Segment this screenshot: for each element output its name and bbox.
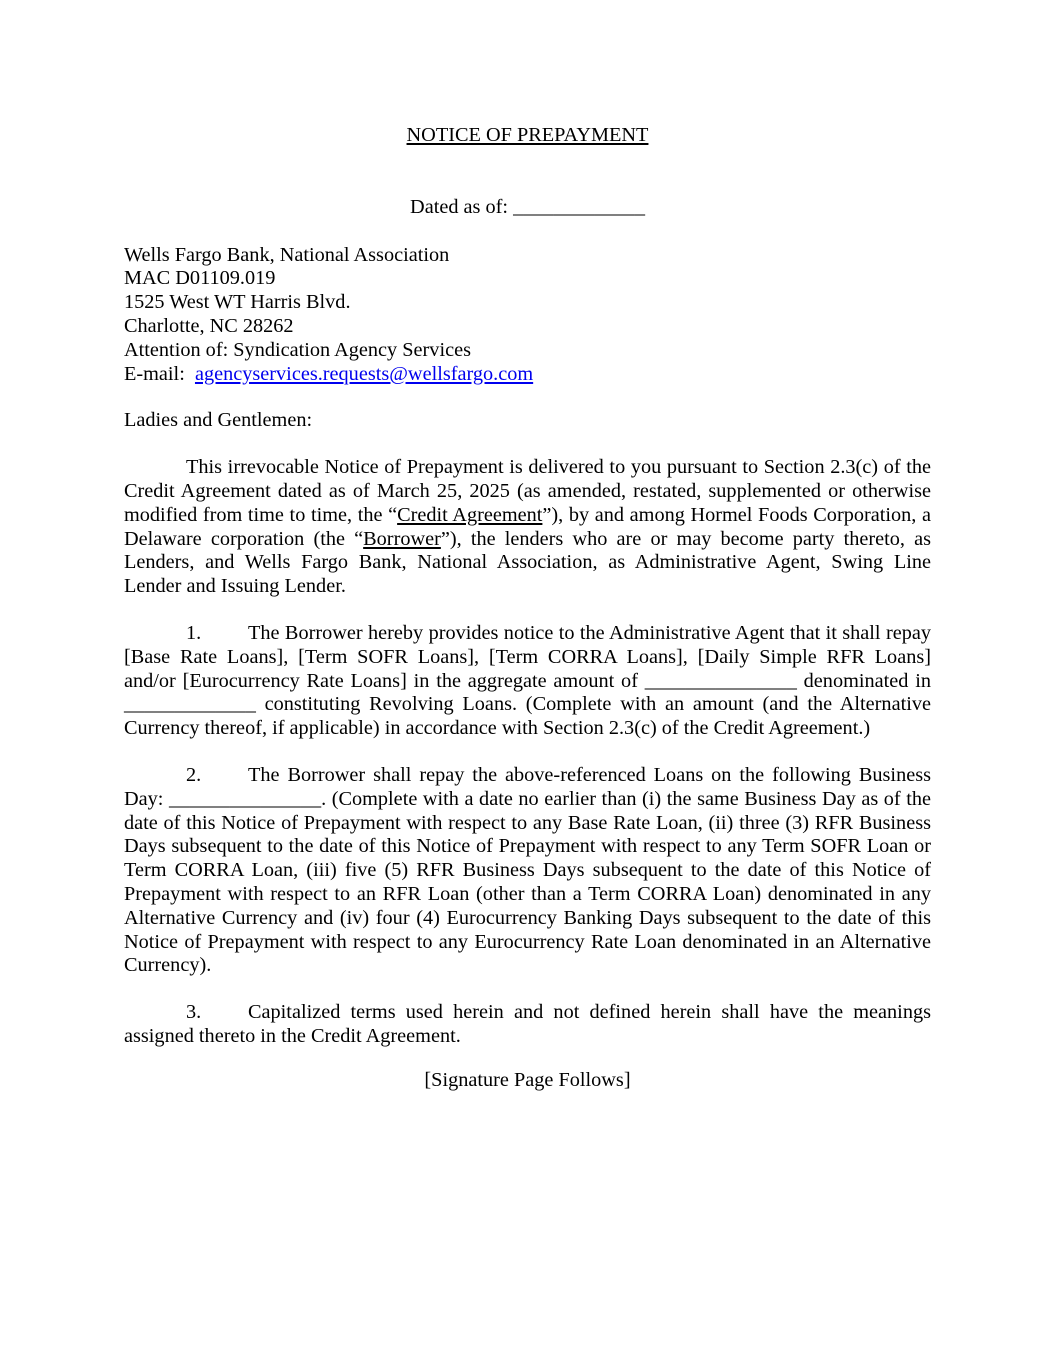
numbered-item-3 <box>124 1001 931 1049</box>
document-title: NOTICE OF PREPAYMENT <box>406 124 649 146</box>
item-text: The Borrower shall repay the above-referenced Loans on the following Business Day: _______________. (Complete with a date no earlier than (i) the same Business Day as of the date of this Notice of Prepayment with respect to any Base Rate Loan, (ii) three (3) RFR Business Days subsequent to the date of this Notice of Prepayment with respect to any Term SOFR Loan or Term CORRA Loan, (iii) five (5) RFR Business Days subsequent to the date of this Notice of Prepayment with respect to an RFR Loan (other than a Term CORRA Loan) denominated in any Alternative Currency and (iv) four (4) Eurocurrency Banking Days subsequent to the date of this Notice of Prepayment with respect to any Eurocurrency Rate Loan denominated in an Alternative Currency). <box>124 763 931 977</box>
address-line-attention: Attention of: Syndication Agency Services <box>124 338 471 361</box>
intro-text-part3: ”), the lenders who are or may become party thereto, as Lenders, and Wells Fargo Bank, National Association, as Administrative Agent, Swing Line Lender and Issuing Lender. <box>124 527 931 598</box>
numbered-item-1 <box>124 622 931 741</box>
dated-label: Dated as of: <box>410 195 509 218</box>
item-number: 2. <box>186 763 202 786</box>
address-line-street: 1525 West WT Harris Blvd. <box>124 291 351 314</box>
item-text: Capitalized terms used herein and not defined herein shall have the meanings assigned thereto in the Credit Agreement. <box>124 1001 931 1047</box>
email-label: E-mail: <box>124 362 185 385</box>
email-link[interactable]: agencyservices.requests@wellsfargo.com <box>194 362 534 385</box>
salutation: Ladies and Gentlemen: <box>124 409 313 432</box>
item-number: 3. <box>186 1001 202 1024</box>
address-line-email <box>124 363 931 387</box>
intro-paragraph <box>124 456 931 599</box>
dated-line <box>124 196 931 220</box>
address-line-bank: Wells Fargo Bank, National Association <box>124 243 450 266</box>
address-block <box>124 244 931 387</box>
numbered-item-2 <box>124 764 931 978</box>
intro-text-part2: ”), by and among Hormel Foods Corporation, a Delaware corporation (the “ <box>124 503 931 550</box>
item-text: The Borrower hereby provides notice to the Administrative Agent that it shall repay [Base Rate Loans], [Term SOFR Loans], [Term CORRA Loans], [Daily Simple RFR Loans] and/or [Eurocurrency Rate Loans] in the aggregate amount of _______________ denominated in _____________ constituting Revolving Loans. (Complete with an amount (and the Alternative Currency thereof, if applicable) in accordance with Section 2.3(c) of the Credit Agreement.) <box>124 621 931 740</box>
document-page <box>124 124 931 1093</box>
item-number: 1. <box>186 621 202 644</box>
address-line-mac: MAC D01109.019 <box>124 267 276 290</box>
signature-page-note: [Signature Page Follows] <box>424 1068 631 1091</box>
dated-blank: _____________ <box>513 195 645 218</box>
address-line-city: Charlotte, NC 28262 <box>124 314 294 337</box>
defined-term-credit-agreement: Credit Agreement <box>397 503 543 526</box>
defined-term-borrower: Borrower <box>363 527 441 550</box>
intro-text-part1: This irrevocable Notice of Prepayment is delivered to you pursuant to Section 2.3(c) of the Credit Agreement dated as of March 25, 2025 (as amended, restated, supplemented or otherwise modified from time to time, the “ <box>124 456 931 526</box>
